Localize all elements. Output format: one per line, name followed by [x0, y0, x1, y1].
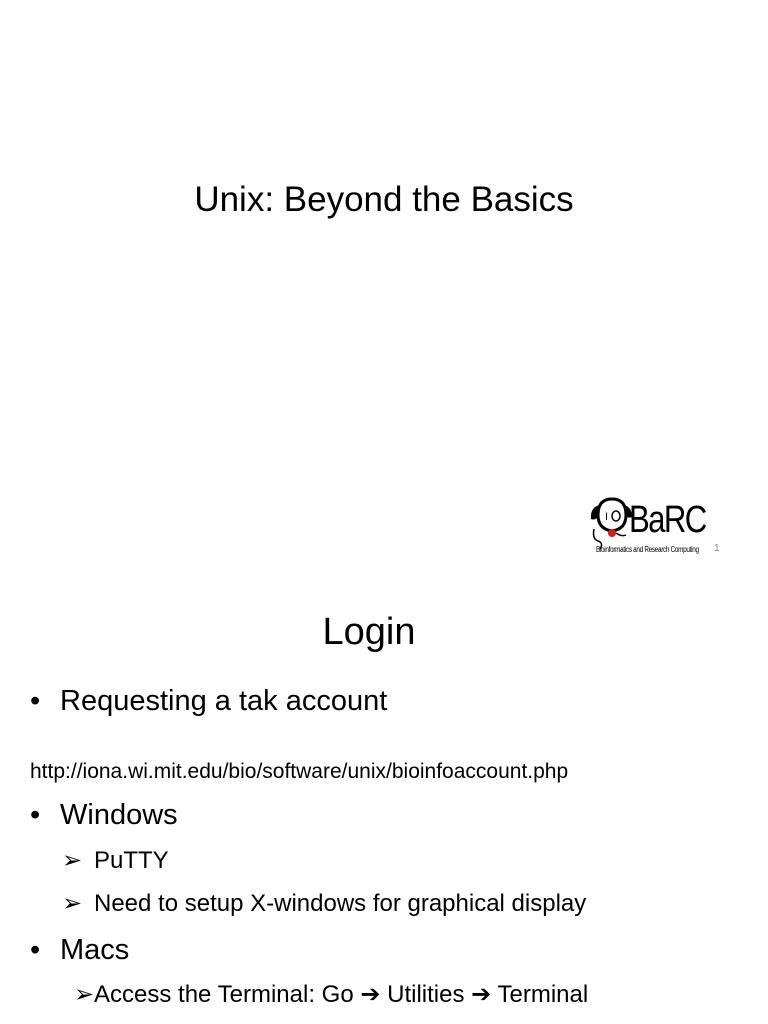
- bullet-item: [30, 683, 387, 719]
- terminal-step-terminal: Terminal: [497, 981, 589, 1008]
- bullet-text: Macs: [60, 934, 130, 966]
- right-arrow-icon: ➔: [471, 981, 492, 1008]
- bullet-icon: •: [30, 934, 41, 966]
- sub-bullet-item: [62, 846, 169, 876]
- bullet-icon: •: [30, 799, 41, 831]
- sub-bullet-item: [62, 889, 586, 919]
- arrow-bullet-icon: ➢: [62, 890, 83, 917]
- bullet-text: Requesting a tak account: [60, 685, 388, 717]
- account-url[interactable]: http://iona.wi.mit.edu/bio/software/unix/bioinfoaccount.php: [30, 760, 569, 783]
- slide-title: Unix: Beyond the Basics: [194, 180, 574, 219]
- slide-number: 1: [714, 543, 720, 554]
- terminal-prefix: Access the Terminal: Go: [94, 981, 354, 1008]
- bullet-icon: •: [30, 685, 41, 717]
- sub-bullet-item: [74, 980, 588, 1010]
- logo-tagline: Bioinformatics and Research Computing: [596, 545, 699, 554]
- arrow-bullet-icon: ➢: [62, 847, 83, 874]
- bullet-item: [30, 797, 178, 833]
- logo-wordmark: BaRC: [629, 499, 706, 541]
- sub-bullet-text: PuTTY: [94, 847, 169, 874]
- terminal-step-utilities: Utilities: [387, 981, 465, 1008]
- svg-text:I: I: [605, 511, 609, 523]
- sub-bullet-text: Need to setup X-windows for graphical display: [94, 890, 587, 917]
- barc-logo: [588, 495, 718, 559]
- bullet-text: Windows: [60, 799, 178, 831]
- bullet-item: [30, 932, 129, 968]
- arrow-bullet-icon: ➢: [74, 981, 95, 1008]
- slide-2: [0, 576, 768, 1024]
- slide-title: Login: [322, 611, 416, 653]
- right-arrow-icon: ➔: [360, 981, 381, 1008]
